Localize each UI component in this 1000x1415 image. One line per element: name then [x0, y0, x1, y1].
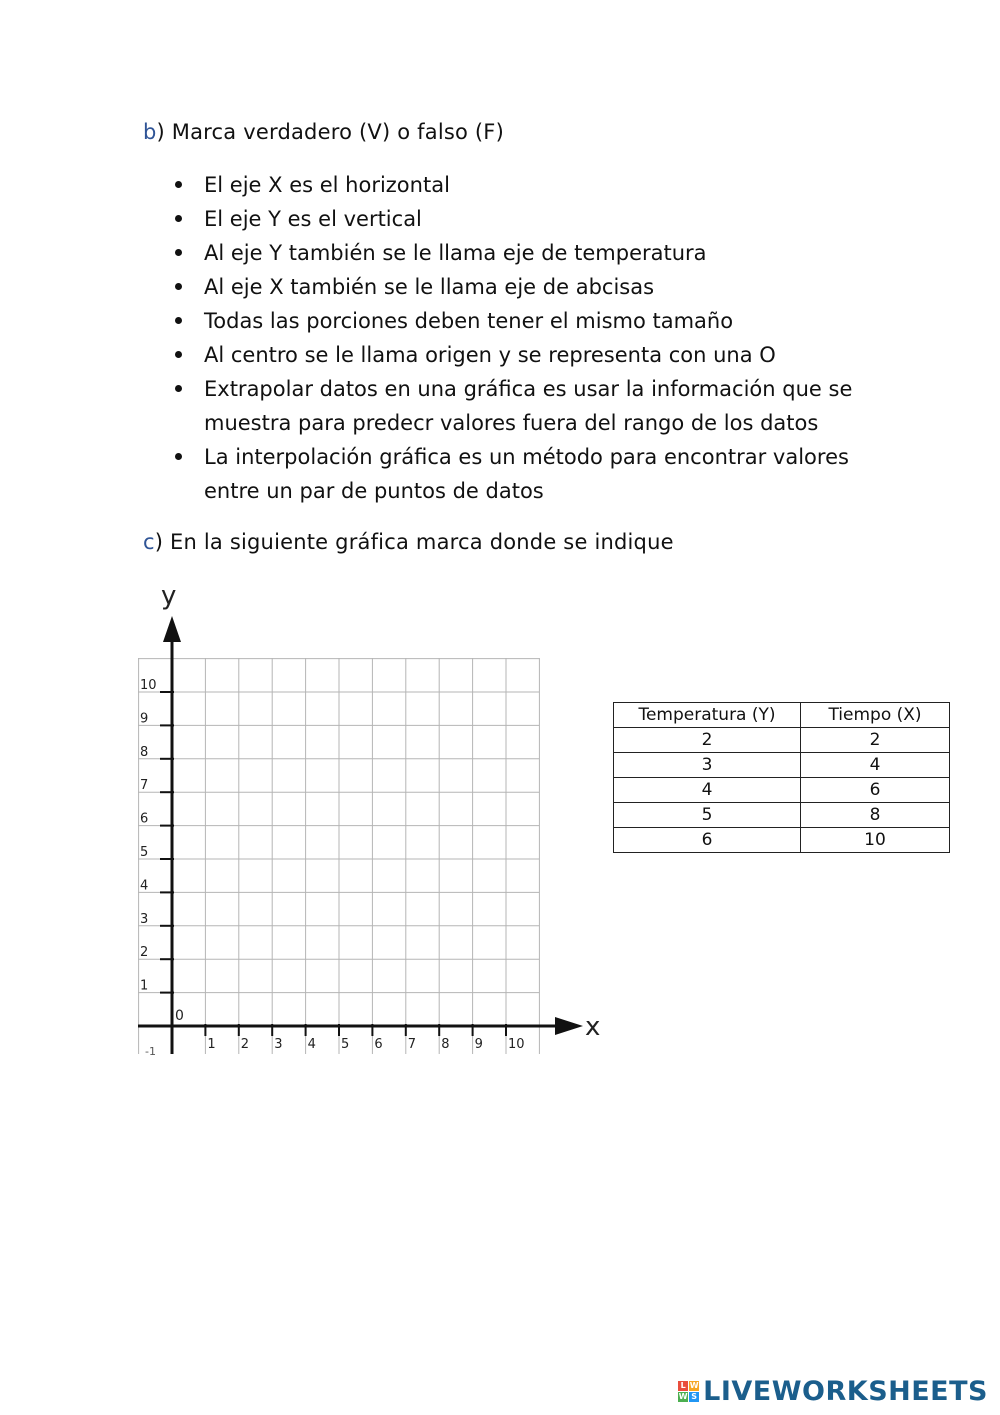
table-cell: 2 [801, 728, 950, 753]
statement-item[interactable]: La interpolación gráfica es un método para encontrar valores entre un par de puntos de datos [172, 440, 872, 508]
y-tick-label: 10 [140, 678, 157, 693]
y-tick-label: 4 [140, 878, 149, 894]
y-tick-labels [140, 678, 157, 1058]
x-tick-label: 7 [407, 1037, 417, 1052]
brand-mark-cell: S [689, 1392, 699, 1402]
x-tick-label: 9 [474, 1037, 483, 1052]
x-tick-labels [207, 1037, 524, 1052]
table-cell: 2 [614, 728, 801, 753]
table-row [614, 803, 950, 828]
table-row [614, 828, 950, 853]
origin-label: 0 [175, 1008, 184, 1024]
brand-text: LIVEWORKSHEETS [703, 1376, 988, 1407]
section-c-heading [143, 530, 674, 554]
x-axis-arrow-icon [555, 1017, 583, 1035]
table-header-row [614, 703, 950, 728]
coordinate-grid-chart[interactable] [135, 578, 605, 1058]
section-c-text: ) En la siguiente gráfica marca donde se indique [154, 530, 674, 554]
statement-item[interactable]: Todas las porciones deben tener el mismo tamaño [172, 304, 872, 338]
brand-mark-cell: W [678, 1392, 688, 1401]
statement-item[interactable]: Al eje X también se le llama eje de abcisas [172, 270, 872, 304]
x-axis-label: x [585, 1012, 601, 1042]
x-tick-label: 4 [307, 1037, 316, 1052]
y-tick-label: 3 [140, 911, 149, 927]
y-tick-label: 1 [140, 978, 149, 994]
table-row [614, 778, 950, 803]
table-cell: 3 [614, 753, 801, 778]
statement-item[interactable]: El eje X es el horizontal [172, 168, 872, 202]
table-header-tiempo: Tiempo (X) [801, 703, 950, 728]
table-row [614, 753, 950, 778]
table-cell: 8 [801, 803, 950, 828]
grid-lines [138, 658, 539, 1054]
statement-item[interactable]: Extrapolar datos en una gráfica es usar la información que se muestra para predecr valores fuera del rango de los datos [172, 372, 872, 440]
table-cell: 4 [614, 778, 801, 803]
y-tick-label: 5 [140, 845, 149, 860]
y-tick-label: -1 [145, 1045, 156, 1058]
section-c-letter: c [143, 530, 155, 554]
y-axis-label: y [161, 581, 177, 611]
liveworksheets-logo [678, 1376, 988, 1407]
x-tick-label: 2 [240, 1037, 250, 1052]
x-tick-label: 10 [508, 1037, 525, 1052]
axes [138, 616, 583, 1054]
y-tick-label: 2 [140, 945, 149, 961]
section-b-text: ) Marca verdadero (V) o falso (F) [156, 120, 504, 144]
statement-item[interactable]: Al eje Y también se le llama eje de temperatura [172, 236, 872, 270]
brand-mark-cell: W [689, 1381, 699, 1390]
x-tick-label: 8 [441, 1037, 450, 1052]
table-cell: 4 [801, 753, 950, 778]
y-tick-label: 8 [140, 744, 149, 760]
x-tick-label: 5 [341, 1037, 350, 1052]
y-tick-label: 6 [140, 811, 149, 827]
brand-mark-cell: L [678, 1381, 688, 1391]
x-tick-label: 6 [374, 1037, 383, 1052]
table-cell: 6 [614, 828, 801, 853]
table-cell: 5 [614, 803, 801, 828]
brand-mark-icon [678, 1381, 699, 1402]
section-b-heading [143, 120, 504, 144]
statement-item[interactable]: Al centro se le llama origen y se representa con una O [172, 338, 872, 372]
table-header-temperatura: Temperatura (Y) [614, 703, 801, 728]
table-cell: 10 [801, 828, 950, 853]
table-cell: 6 [801, 778, 950, 803]
x-tick-label: 3 [274, 1037, 283, 1052]
statement-list [172, 168, 872, 508]
y-tick-label: 7 [140, 778, 149, 794]
y-tick-label: 9 [140, 711, 149, 727]
section-b-letter: b [143, 120, 157, 144]
y-axis-arrow-icon [163, 616, 181, 642]
table-row [614, 728, 950, 753]
data-table [613, 702, 950, 853]
statement-item[interactable]: El eje Y es el vertical [172, 202, 872, 236]
x-tick-label: 1 [207, 1037, 216, 1052]
